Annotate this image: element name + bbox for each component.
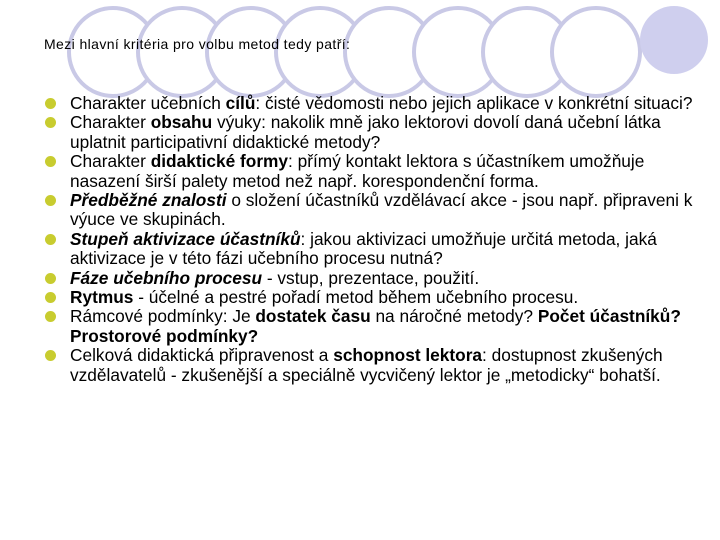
item-text-segment: Počet účastníků? Prostorové podmínky? <box>70 306 681 346</box>
list-item <box>44 288 708 307</box>
item-text-segment: Charakter <box>70 151 151 172</box>
slide-title: Mezi hlavní kritéria pro volbu metod tedy patří: <box>44 36 351 52</box>
list-item <box>44 152 708 191</box>
list-item <box>44 269 708 288</box>
item-text-segment: o složení účastníků vzdělávací akce - jsou např. připraveni k výuce ve skupinách. <box>70 190 693 230</box>
item-text-segment: cílů <box>225 93 256 113</box>
list-item <box>44 191 708 230</box>
item-text-segment: : dostupnost zkušených vzdělavatelů - zkušenější a speciálně vycvičený lektor je „metodicky“ bohatší. <box>70 345 663 385</box>
item-text-segment: Charakter <box>70 112 151 133</box>
item-text-segment: : jakou aktivizaci umožňuje určitá metoda, jaká aktivizace je v této fázi učebního procesu nutná? <box>70 228 657 269</box>
bullet-icon <box>45 195 56 206</box>
bullet-icon <box>45 98 56 109</box>
item-text-segment: Stupeň aktivizace účastníků <box>70 228 301 249</box>
criteria-list <box>44 94 708 385</box>
item-text-segment: dostatek času <box>255 306 371 327</box>
item-text-segment: výuky: nakolik mně jako lektorovi dovolí daná učební látka uplatnit participativní didaktické metody? <box>70 112 661 152</box>
item-text-segment: - účelné a pestré pořadí metod během učebního procesu. <box>133 287 579 308</box>
bullet-icon <box>45 117 56 128</box>
item-text-segment: schopnost lektora <box>333 345 483 366</box>
ring-circle <box>552 8 640 96</box>
bullet-icon <box>45 156 56 167</box>
item-text-segment: Celková didaktická připravenost a <box>70 345 334 366</box>
bullet-icon <box>45 234 56 245</box>
item-text-segment: : čisté vědomosti nebo jejich aplikace v konkrétní situaci? <box>255 93 693 113</box>
item-text-segment: : přímý kontakt lektora s účastníkem umožňuje nasazení širší palety metod než např. korespondenční forma. <box>70 151 645 191</box>
item-text-segment: Charakter učebních <box>70 93 226 113</box>
list-item <box>44 94 708 113</box>
item-text-segment: Předběžné znalosti <box>70 190 227 211</box>
item-text-segment: Fáze učebního procesu <box>70 267 263 288</box>
item-text-segment: na náročné metody? <box>370 306 538 327</box>
list-item <box>44 230 708 269</box>
bullet-icon <box>45 311 56 322</box>
bullet-icon <box>45 273 56 284</box>
item-text-segment: obsahu <box>150 112 213 133</box>
list-item <box>44 346 708 385</box>
bullet-icon <box>45 292 56 303</box>
item-text-segment: - vstup, prezentace, použití. <box>262 267 480 288</box>
list-item <box>44 113 708 152</box>
solid-circle <box>640 6 708 74</box>
item-text-segment: didaktické formy <box>150 151 289 172</box>
bullet-icon <box>45 350 56 361</box>
item-text-segment: Rytmus <box>70 287 134 308</box>
list-item <box>44 307 708 346</box>
item-text-segment: Rámcové podmínky: Je <box>70 306 256 327</box>
